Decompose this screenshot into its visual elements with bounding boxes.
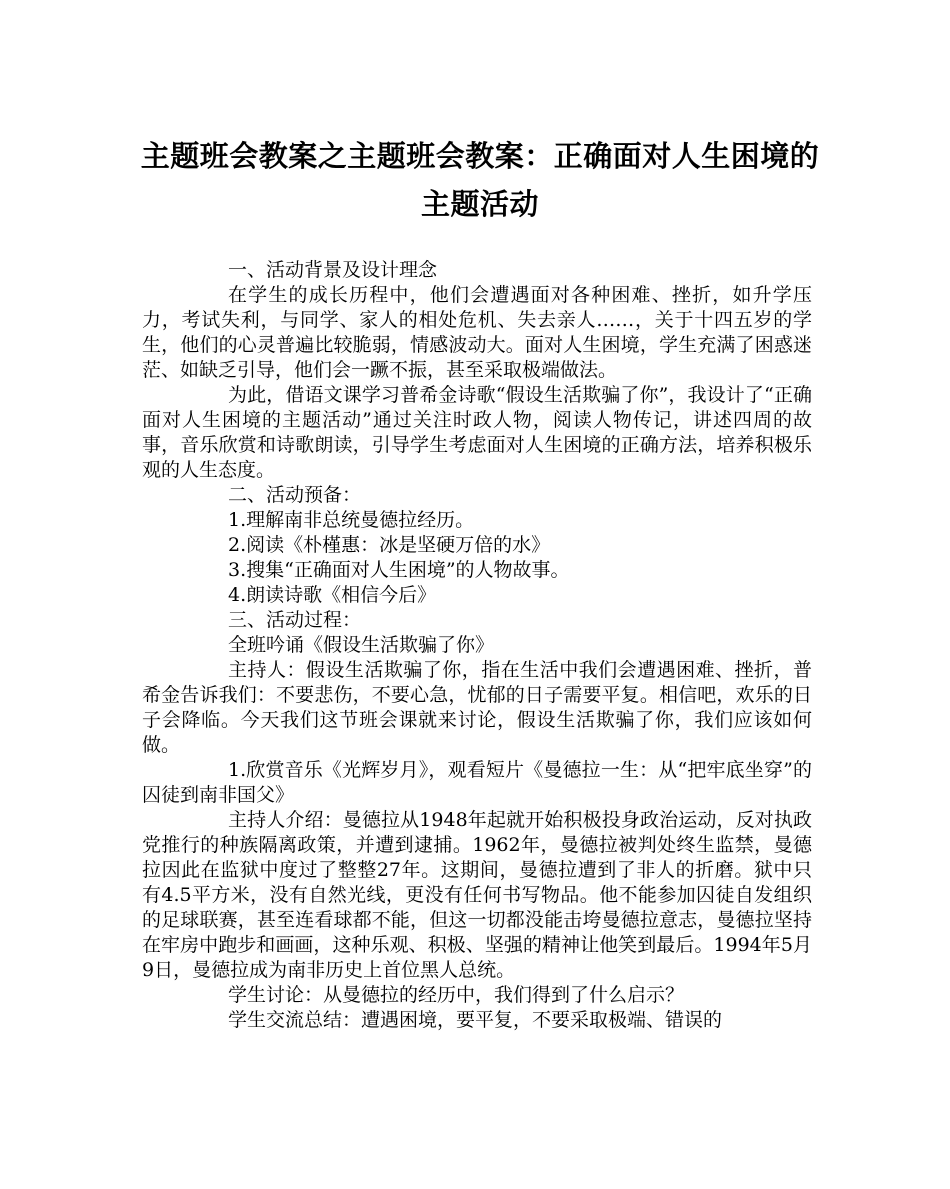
paragraph: 学生讨论：从曼德拉的经历中，我们得到了什么启示？ <box>228 984 685 1006</box>
section-heading-preparation: 二、活动预备： <box>228 484 362 506</box>
list-item: 4.朗读诗歌《相信今后》 <box>228 584 437 606</box>
paragraph: 全班吟诵《假设生活欺骗了你》 <box>228 634 495 656</box>
document-title: 主题班会教案之主题班会教案：正确面对人生困境的主题活动 <box>140 139 820 221</box>
list-item: 2.阅读《朴槿惠：冰是坚硬万倍的水》 <box>228 534 551 556</box>
paragraph: 主持人介绍：曼德拉从1948年起就开始积极投身政治运动，反对执政党推行的种族隔离政策，并遭到逮捕。1962年，曼德拉被判处终生监禁，曼德拉因此在监狱中度过了整整27年。这期间，曼德拉遭到了非人的折磨。狱中只有4.5平方米，没有自然光线，更没有任何书写物品。他不能参加囚徒自发组织的足球联赛，甚至连看球都不能，但这一切都没能击垮曼德拉意志，曼德拉坚持在牢房中跑步和画画，这种乐观、积极、坚强的精神让他笑到最后。1994年5月9日，曼德拉成为南非历史上首位黑人总统。 <box>142 809 812 981</box>
paragraph: 为此，借语文课学习普希金诗歌“假设生活欺骗了你”，我设计了“正确面对人生困境的主题活动”通过关注时政人物，阅读人物传记，讲述四周的故事，音乐欣赏和诗歌朗读，引导学生考虑面对人生困境的正确方法，培养积极乐观的人生态度。 <box>142 384 812 481</box>
list-item: 3.搜集“正确面对人生困境”的人物故事。 <box>228 559 570 581</box>
paragraph: 1.欣赏音乐《光辉岁月》，观看短片《曼德拉一生：从“把牢底坐穿”的囚徒到南非国父》 <box>142 759 812 806</box>
section-heading-background: 一、活动背景及设计理念 <box>228 259 438 281</box>
paragraph: 学生交流总结：遭遇困境，要平复，不要采取极端、错误的 <box>228 1009 723 1031</box>
document-body <box>142 258 812 1033</box>
section-heading-process: 三、活动过程： <box>228 609 362 631</box>
paragraph: 在学生的成长历程中，他们会遭遇面对各种困难、挫折，如升学压力，考试失利，与同学、家人的相处危机、失去亲人……，关于十四五岁的学生，他们的心灵普遍比较脆弱，情感波动大。面对人生困境，学生充满了困惑迷茫、如缺乏引导，他们会一蹶不振，甚至采取极端做法。 <box>142 284 812 381</box>
list-item: 1.理解南非总统曼德拉经历。 <box>228 509 475 531</box>
paragraph: 主持人：假设生活欺骗了你，指在生活中我们会遭遇困难、挫折，普希金告诉我们：不要悲伤，不要心急，忧郁的日子需要平复。相信吧，欢乐的日子会降临。今天我们这节班会课就来讨论，假设生活欺骗了你，我们应该如何做。 <box>142 659 812 756</box>
